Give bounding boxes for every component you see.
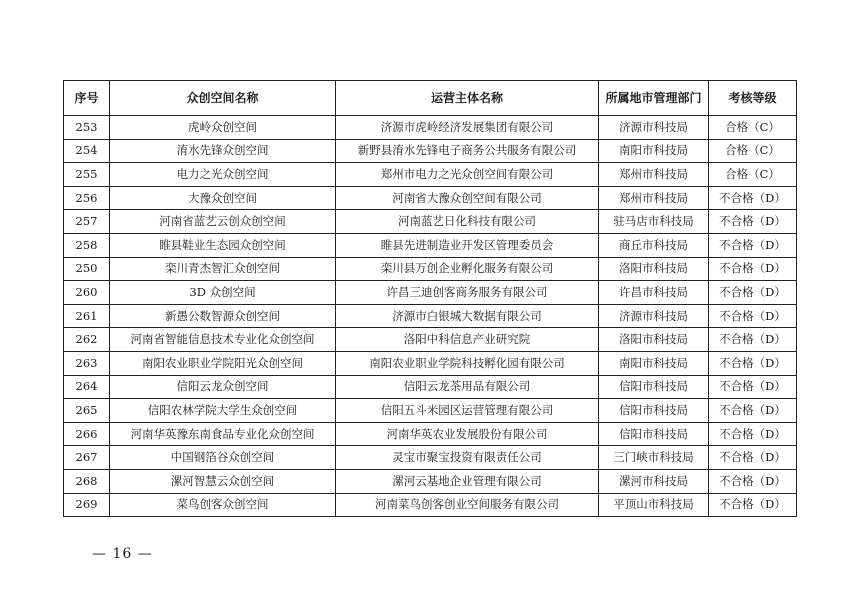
cell-index: 268 <box>64 469 110 493</box>
cell-index: 264 <box>64 375 110 399</box>
cell-grade: 合格（C） <box>709 163 797 187</box>
cell-space-name: 河南省智能信息技术专业化众创空间 <box>110 328 336 352</box>
cell-index: 266 <box>64 422 110 446</box>
header-operator-name: 运营主体名称 <box>336 81 599 116</box>
cell-space-name: 虎岭众创空间 <box>110 116 336 140</box>
table-row <box>64 422 797 446</box>
cell-operator-name: 灵宝市聚宝投资有限责任公司 <box>336 446 599 470</box>
cell-space-name: 漯河智慧云众创空间 <box>110 469 336 493</box>
cell-department: 三门峡市科技局 <box>599 446 709 470</box>
table-row <box>64 116 797 140</box>
cell-grade: 不合格（D） <box>709 210 797 234</box>
cell-grade: 不合格（D） <box>709 233 797 257</box>
cell-department: 郑州市科技局 <box>599 186 709 210</box>
cell-space-name: 信阳云龙众创空间 <box>110 375 336 399</box>
table-row <box>64 257 797 281</box>
cell-department: 商丘市科技局 <box>599 233 709 257</box>
cell-index: 265 <box>64 399 110 423</box>
cell-operator-name: 睢县先进制造业开发区管理委员会 <box>336 233 599 257</box>
cell-grade: 不合格（D） <box>709 422 797 446</box>
cell-index: 256 <box>64 186 110 210</box>
cell-index: 257 <box>64 210 110 234</box>
page-number: — 16 — <box>92 546 153 562</box>
cell-department: 许昌市科技局 <box>599 281 709 305</box>
cell-grade: 不合格（D） <box>709 469 797 493</box>
cell-space-name: 3D 众创空间 <box>110 281 336 305</box>
cell-index: 258 <box>64 233 110 257</box>
table-header-row <box>64 81 797 116</box>
cell-operator-name: 济源市虎岭经济发展集团有限公司 <box>336 116 599 140</box>
cell-grade: 不合格（D） <box>709 446 797 470</box>
table-row <box>64 399 797 423</box>
cell-space-name: 河南省蓝艺云创众创空间 <box>110 210 336 234</box>
table-row <box>64 233 797 257</box>
evaluation-table <box>63 80 797 517</box>
cell-department: 南阳市科技局 <box>599 351 709 375</box>
cell-operator-name: 漯河云基地企业管理有限公司 <box>336 469 599 493</box>
cell-operator-name: 信阳五斗米园区运营管理有限公司 <box>336 399 599 423</box>
cell-department: 济源市科技局 <box>599 116 709 140</box>
cell-index: 263 <box>64 351 110 375</box>
table-row <box>64 163 797 187</box>
header-grade: 考核等级 <box>709 81 797 116</box>
table-row <box>64 375 797 399</box>
cell-department: 济源市科技局 <box>599 304 709 328</box>
table-row <box>64 281 797 305</box>
cell-space-name: 睢县鞋业生态园众创空间 <box>110 233 336 257</box>
cell-operator-name: 南阳农业职业学院科技孵化园有限公司 <box>336 351 599 375</box>
cell-grade: 合格（C） <box>709 116 797 140</box>
cell-space-name: 南阳农业职业学院阳光众创空间 <box>110 351 336 375</box>
header-index: 序号 <box>64 81 110 116</box>
cell-operator-name: 河南蓝艺日化科技有限公司 <box>336 210 599 234</box>
cell-department: 信阳市科技局 <box>599 422 709 446</box>
cell-index: 254 <box>64 139 110 163</box>
cell-grade: 不合格（D） <box>709 257 797 281</box>
cell-space-name: 菜鸟创客众创空间 <box>110 493 336 517</box>
table-row <box>64 328 797 352</box>
cell-index: 255 <box>64 163 110 187</box>
table-row <box>64 210 797 234</box>
cell-index: 267 <box>64 446 110 470</box>
cell-department: 漯河市科技局 <box>599 469 709 493</box>
cell-grade: 不合格（D） <box>709 375 797 399</box>
cell-space-name: 信阳农林学院大学生众创空间 <box>110 399 336 423</box>
cell-department: 洛阳市科技局 <box>599 257 709 281</box>
cell-index: 260 <box>64 281 110 305</box>
cell-department: 平顶山市科技局 <box>599 493 709 517</box>
cell-grade: 不合格（D） <box>709 304 797 328</box>
cell-department: 信阳市科技局 <box>599 399 709 423</box>
table-row <box>64 304 797 328</box>
cell-space-name: 淯水先锋众创空间 <box>110 139 336 163</box>
cell-grade: 不合格（D） <box>709 328 797 352</box>
cell-index: 262 <box>64 328 110 352</box>
cell-operator-name: 许昌三迪创客商务服务有限公司 <box>336 281 599 305</box>
cell-index: 253 <box>64 116 110 140</box>
cell-space-name: 电力之光众创空间 <box>110 163 336 187</box>
table-row <box>64 351 797 375</box>
cell-index: 250 <box>64 257 110 281</box>
header-department: 所属地市管理部门 <box>599 81 709 116</box>
header-space-name: 众创空间名称 <box>110 81 336 116</box>
cell-department: 洛阳市科技局 <box>599 328 709 352</box>
cell-operator-name: 信阳云龙茶用品有限公司 <box>336 375 599 399</box>
cell-grade: 不合格（D） <box>709 493 797 517</box>
cell-index: 269 <box>64 493 110 517</box>
cell-department: 南阳市科技局 <box>599 139 709 163</box>
cell-index: 261 <box>64 304 110 328</box>
cell-operator-name: 洛阳中科信息产业研究院 <box>336 328 599 352</box>
cell-operator-name: 新野县淯水先锋电子商务公共服务有限公司 <box>336 139 599 163</box>
cell-grade: 不合格（D） <box>709 351 797 375</box>
cell-department: 信阳市科技局 <box>599 375 709 399</box>
cell-operator-name: 河南菜鸟创客创业空间服务有限公司 <box>336 493 599 517</box>
cell-operator-name: 济源市白银城大数据有限公司 <box>336 304 599 328</box>
cell-department: 驻马店市科技局 <box>599 210 709 234</box>
cell-space-name: 新愚公数智源众创空间 <box>110 304 336 328</box>
cell-operator-name: 栾川县万创企业孵化服务有限公司 <box>336 257 599 281</box>
cell-operator-name: 河南省大豫众创空间有限公司 <box>336 186 599 210</box>
cell-space-name: 大豫众创空间 <box>110 186 336 210</box>
cell-grade: 不合格（D） <box>709 399 797 423</box>
cell-operator-name: 郑州市电力之光众创空间有限公司 <box>336 163 599 187</box>
cell-grade: 合格（C） <box>709 139 797 163</box>
cell-grade: 不合格（D） <box>709 281 797 305</box>
table-row <box>64 139 797 163</box>
table-row <box>64 446 797 470</box>
table-body <box>64 116 797 517</box>
table-row <box>64 186 797 210</box>
table-row <box>64 469 797 493</box>
cell-space-name: 中国钢箔谷众创空间 <box>110 446 336 470</box>
table-row <box>64 493 797 517</box>
cell-space-name: 河南华英豫东南食品专业化众创空间 <box>110 422 336 446</box>
cell-space-name: 栾川青杰智汇众创空间 <box>110 257 336 281</box>
cell-department: 郑州市科技局 <box>599 163 709 187</box>
cell-grade: 不合格（D） <box>709 186 797 210</box>
cell-operator-name: 河南华英农业发展股份有限公司 <box>336 422 599 446</box>
